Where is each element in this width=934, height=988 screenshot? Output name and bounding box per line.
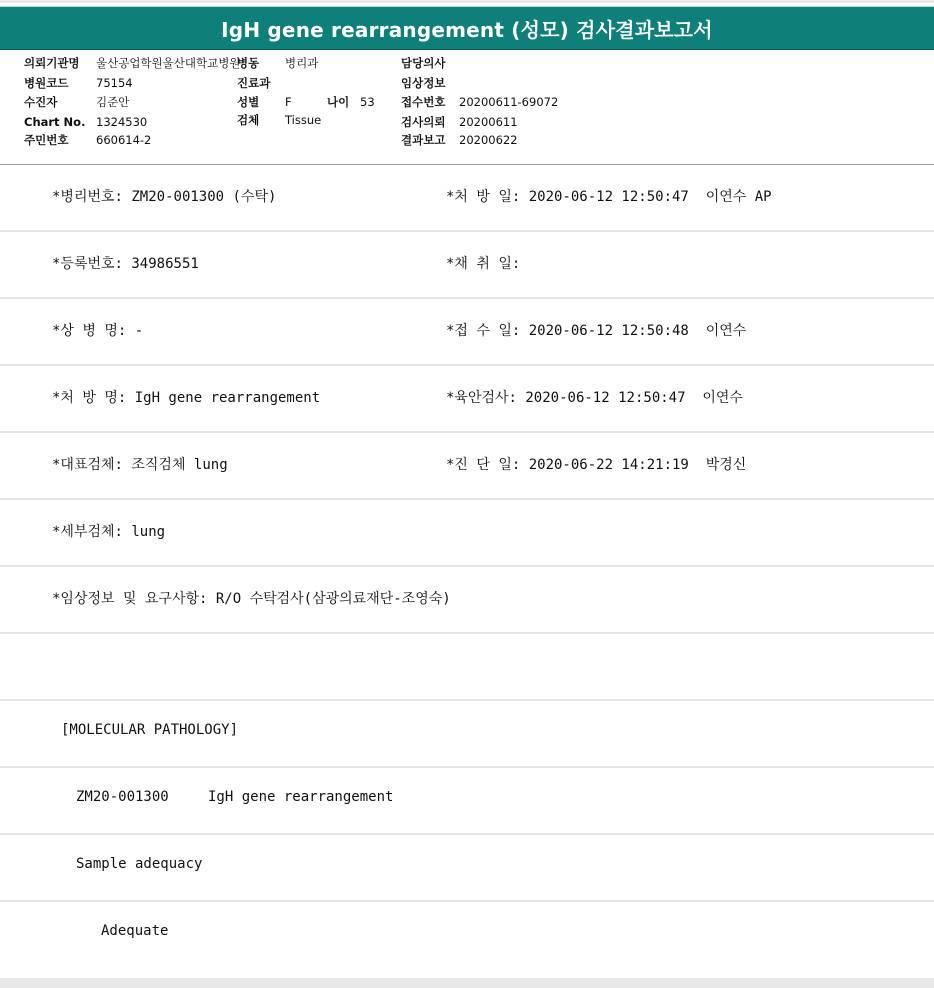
case-number: ZM20-001300 bbox=[76, 789, 169, 805]
diagnosis-date-field: *진 단 일: 2020-06-22 14:21:19 박경신 bbox=[446, 457, 747, 473]
doctor-label: 담당의사 bbox=[401, 56, 446, 70]
adequacy-value-row bbox=[0, 902, 934, 969]
report-title: IgH gene rearrangement (성모) 검사결과보고서 bbox=[221, 17, 713, 42]
chart-no-value: 1324530 bbox=[96, 115, 148, 129]
order-name-field: *처 방 명: IgH gene rearrangement bbox=[52, 390, 321, 406]
registration-no-row bbox=[0, 232, 934, 299]
receipt-no-label: 접수번호 bbox=[401, 95, 446, 109]
sample-adequacy-label: Sample adequacy bbox=[76, 856, 203, 872]
chart-no-label: Chart No. bbox=[24, 115, 86, 129]
test-name: IgH gene rearrangement bbox=[208, 789, 394, 805]
request-date-label: 검사의뢰 bbox=[401, 115, 446, 129]
clinical-request-row bbox=[0, 567, 934, 634]
ward-label: 병동 bbox=[237, 56, 260, 70]
clinical-info-label: 임상정보 bbox=[401, 76, 446, 90]
age-label: 나이 bbox=[327, 95, 350, 109]
dept-label: 진료과 bbox=[237, 76, 271, 90]
patient-header bbox=[0, 50, 934, 165]
sample-adequacy-value: Adequate bbox=[101, 923, 169, 939]
adequacy-label-row bbox=[0, 835, 934, 902]
receipt-no-value: 20200611-69072 bbox=[459, 95, 559, 109]
top-border bbox=[0, 0, 934, 3]
institution-value: 울산공업학원울산대학교병원 bbox=[96, 56, 241, 70]
ward-value: 병리과 bbox=[285, 56, 319, 70]
pathology-no-field: *병리번호: ZM20-001300 (수탁) bbox=[52, 189, 277, 205]
title-bar bbox=[0, 6, 934, 50]
order-name-row bbox=[0, 366, 934, 433]
age-value: 53 bbox=[360, 95, 375, 109]
pathology-no-row bbox=[0, 165, 934, 232]
registration-no-field: *등록번호: 34986551 bbox=[52, 256, 199, 272]
request-date-value: 20200611 bbox=[459, 115, 518, 129]
report-body bbox=[0, 165, 934, 969]
resident-no-value: 660614-2 bbox=[96, 133, 152, 147]
sex-label: 성별 bbox=[237, 95, 260, 109]
institution-label: 의뢰기관명 bbox=[24, 56, 80, 70]
main-specimen-field: *대표검체: 조직검체 lung bbox=[52, 457, 228, 473]
bottom-band bbox=[0, 978, 934, 988]
detail-specimen-field: *세부검체: lung bbox=[52, 524, 166, 540]
hospital-code-label: 병원코드 bbox=[24, 76, 69, 90]
blank-row bbox=[0, 634, 934, 701]
section-heading: [MOLECULAR PATHOLOGY] bbox=[61, 722, 239, 738]
hospital-code-value: 75154 bbox=[96, 76, 133, 90]
report-date-value: 20200622 bbox=[459, 133, 518, 147]
patient-label: 수진자 bbox=[24, 95, 58, 109]
case-row bbox=[0, 768, 934, 835]
sex-value: F bbox=[285, 95, 292, 109]
specimen-label: 검체 bbox=[237, 113, 260, 127]
gross-exam-field: *육안검사: 2020-06-12 12:50:47 이연수 bbox=[446, 390, 743, 406]
report-date-label: 결과보고 bbox=[401, 133, 446, 147]
clinical-request-field: *임상정보 및 요구사항: R/O 수탁검사(삼광의료재단-조영숙) bbox=[52, 591, 451, 607]
main-specimen-row bbox=[0, 433, 934, 500]
order-date-field: *처 방 일: 2020-06-12 12:50:47 이연수 AP bbox=[446, 189, 772, 205]
resident-no-label: 주민번호 bbox=[24, 133, 69, 147]
detail-specimen-row bbox=[0, 500, 934, 567]
patient-value: 김준안 bbox=[96, 95, 130, 109]
receipt-date-field: *접 수 일: 2020-06-12 12:50:48 이연수 bbox=[446, 323, 747, 339]
collection-date-field: *채 취 일: bbox=[446, 256, 521, 272]
section-heading-row bbox=[0, 701, 934, 768]
diagnosis-name-row bbox=[0, 299, 934, 366]
diagnosis-name-field: *상 병 명: - bbox=[52, 323, 144, 339]
specimen-value: Tissue bbox=[285, 113, 322, 127]
